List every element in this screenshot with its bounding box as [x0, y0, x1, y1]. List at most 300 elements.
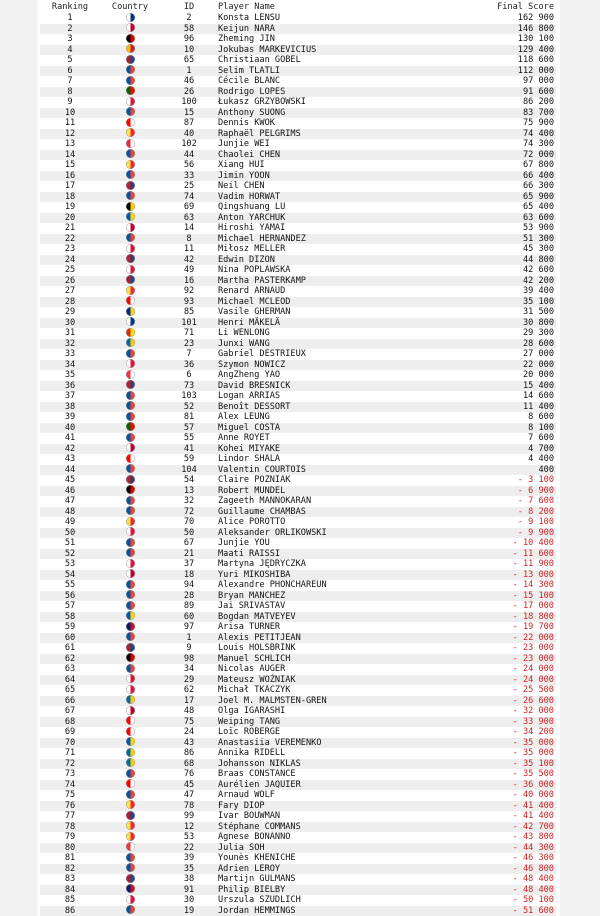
- ranking-cell: 15: [64, 160, 76, 170]
- final-score-cell: - 41 400: [512, 800, 554, 811]
- country-flag-icon: [126, 475, 135, 484]
- country-flag-icon: [126, 685, 135, 694]
- header-ranking[interactable]: Ranking: [51, 2, 89, 12]
- country-flag-icon: [126, 853, 135, 862]
- final-score-cell: 72 000: [522, 149, 554, 160]
- table-row[interactable]: [40, 675, 556, 686]
- table-row[interactable]: [40, 87, 556, 98]
- table-row[interactable]: [40, 318, 556, 329]
- player-name-cell: Jai SRIVASTAV: [218, 601, 286, 611]
- header-final-score[interactable]: Final Score: [497, 2, 554, 12]
- table-row[interactable]: [40, 601, 556, 612]
- player-name-cell: Urszula SZUDLICH: [218, 895, 301, 905]
- table-row[interactable]: [40, 349, 556, 360]
- player-name-cell: Hiroshi YAMAI: [218, 223, 286, 233]
- final-score-cell: 15 400: [522, 380, 554, 391]
- table-row[interactable]: [40, 181, 556, 192]
- ranking-cell: 70: [64, 737, 76, 748]
- id-cell: 33: [183, 170, 195, 181]
- table-row[interactable]: [40, 370, 556, 381]
- country-flag-icon: [126, 790, 135, 799]
- player-name-cell: Zageeth MANNOKARAN: [218, 496, 312, 506]
- ranking-cell: 46: [64, 485, 76, 496]
- ranking-cell: 9: [67, 97, 73, 107]
- country-cell: [100, 612, 160, 623]
- country-flag-icon: [126, 643, 135, 652]
- player-name-cell: Henri MÄKELÄ: [218, 317, 281, 328]
- ranking-cell: 72: [64, 758, 76, 769]
- country-flag-icon: [126, 275, 135, 284]
- table-row[interactable]: [40, 339, 556, 350]
- id-cell: 91: [183, 884, 195, 895]
- table-row[interactable]: [40, 528, 556, 539]
- id-cell: 34: [183, 664, 195, 674]
- table-row[interactable]: [40, 391, 556, 402]
- final-score-cell: 4 700: [528, 443, 554, 454]
- table-row[interactable]: [40, 591, 556, 602]
- country-flag-icon: [126, 97, 135, 106]
- ranking-cell: 63: [64, 664, 76, 674]
- country-flag-icon: [126, 538, 135, 547]
- id-cell: 23: [183, 338, 195, 349]
- header-id[interactable]: ID: [183, 2, 195, 12]
- final-score-cell: - 24 000: [512, 664, 554, 674]
- ranking-cell: 67: [64, 706, 76, 716]
- table-row[interactable]: [40, 213, 556, 224]
- table-row[interactable]: [40, 895, 556, 906]
- player-name-cell: Benoît DESSORT: [218, 401, 291, 412]
- country-flag-icon: [126, 527, 135, 536]
- country-flag-icon: [126, 55, 135, 64]
- table-row[interactable]: [40, 276, 556, 287]
- table-row[interactable]: [40, 433, 556, 444]
- country-flag-icon: [126, 580, 135, 589]
- country-cell: [100, 895, 160, 906]
- player-name-cell: Kohei MIYAKE: [218, 443, 281, 454]
- country-flag-icon: [126, 601, 135, 610]
- country-cell: [100, 528, 160, 539]
- country-cell: [100, 664, 160, 675]
- final-score-cell: - 7 600: [517, 496, 554, 506]
- table-row[interactable]: [40, 244, 556, 255]
- ranking-cell: 55: [64, 580, 76, 590]
- table-row[interactable]: [40, 24, 556, 35]
- id-cell: 24: [183, 727, 195, 737]
- table-row[interactable]: [40, 507, 556, 518]
- table-row[interactable]: [40, 906, 556, 916]
- country-cell: [100, 906, 160, 916]
- final-score-cell: - 35 500: [512, 769, 554, 779]
- country-cell: [100, 349, 160, 360]
- table-row[interactable]: [40, 381, 556, 392]
- id-cell: 50: [183, 527, 195, 538]
- player-name-cell: Logan ARRIAS: [218, 391, 281, 401]
- country-cell: [100, 696, 160, 707]
- table-row[interactable]: [40, 727, 556, 738]
- final-score-cell: 130 100: [517, 34, 554, 44]
- id-cell: 43: [183, 737, 195, 748]
- table-row[interactable]: [40, 118, 556, 129]
- table-row[interactable]: [40, 643, 556, 654]
- table-row[interactable]: [40, 612, 556, 623]
- player-name-cell: Louis HOLSBRINK: [218, 643, 296, 653]
- table-row[interactable]: [40, 559, 556, 570]
- ranking-cell: 69: [64, 727, 76, 737]
- country-cell: [100, 717, 160, 728]
- country-flag-icon: [126, 307, 135, 316]
- table-row[interactable]: [40, 580, 556, 591]
- player-name-cell: Jordan HEMMINGS: [218, 905, 296, 916]
- player-name-cell: Anastasiia VEREMENKO: [218, 737, 322, 748]
- country-cell: [100, 685, 160, 696]
- id-cell: 57: [183, 422, 195, 433]
- table-row[interactable]: [40, 265, 556, 276]
- country-flag-icon: [126, 422, 135, 431]
- player-name-cell: Yuri MIKOSHIBA: [218, 569, 291, 580]
- ranking-cell: 24: [64, 254, 76, 265]
- table-row[interactable]: [40, 129, 556, 140]
- header-player-name[interactable]: Player Name: [218, 2, 275, 12]
- country-flag-icon: [126, 443, 135, 452]
- table-row[interactable]: [40, 832, 556, 843]
- country-cell: [100, 202, 160, 213]
- player-name-cell: Aleksander ORLIKOWSKI: [218, 527, 327, 538]
- table-row[interactable]: [40, 13, 556, 24]
- table-row[interactable]: [40, 885, 556, 896]
- player-name-cell: Lindor SHALA: [218, 454, 281, 464]
- ranking-cell: 30: [64, 317, 76, 328]
- id-cell: 15: [183, 107, 195, 118]
- table-row[interactable]: [40, 66, 556, 77]
- table-row[interactable]: [40, 45, 556, 56]
- ranking-cell: 26: [64, 275, 76, 286]
- id-cell: 30: [183, 895, 195, 905]
- final-score-cell: - 14 300: [512, 580, 554, 590]
- table-row[interactable]: [40, 654, 556, 665]
- country-flag-icon: [126, 149, 135, 158]
- table-row[interactable]: [40, 192, 556, 203]
- final-score-cell: 8 100: [528, 422, 554, 433]
- header-country[interactable]: Country: [111, 2, 149, 12]
- player-name-cell: Selim TLATLI: [218, 65, 281, 76]
- ranking-cell: 25: [64, 265, 76, 275]
- country-flag-icon: [126, 44, 135, 53]
- ranking-cell: 48: [64, 506, 76, 517]
- table-row[interactable]: [40, 402, 556, 413]
- ranking-cell: 66: [64, 695, 76, 706]
- id-cell: 6: [186, 370, 192, 380]
- id-cell: 100: [181, 97, 197, 107]
- player-name-cell: Qingshuang LU: [218, 202, 286, 212]
- final-score-cell: 44 800: [522, 254, 554, 265]
- id-cell: 13: [183, 485, 195, 496]
- table-row[interactable]: [40, 685, 556, 696]
- country-flag-icon: [126, 517, 135, 526]
- id-cell: 11: [183, 244, 195, 254]
- table-row[interactable]: [40, 748, 556, 759]
- ranking-cell: 65: [64, 685, 76, 695]
- id-cell: 52: [183, 401, 195, 412]
- table-row[interactable]: [40, 223, 556, 234]
- table-row[interactable]: [40, 864, 556, 875]
- country-flag-icon: [126, 664, 135, 673]
- final-score-cell: - 40 000: [512, 790, 554, 800]
- ranking-cell: 8: [67, 86, 73, 97]
- table-row[interactable]: [40, 307, 556, 318]
- player-name-cell: Neil CHEN: [218, 181, 265, 191]
- ranking-cell: 21: [64, 223, 76, 233]
- ranking-cell: 49: [64, 517, 76, 527]
- player-name-cell: Vasile GHERMAN: [218, 307, 291, 317]
- country-flag-icon: [126, 338, 135, 347]
- table-row[interactable]: [40, 769, 556, 780]
- country-cell: [100, 454, 160, 465]
- final-score-cell: - 9 900: [517, 527, 554, 538]
- country-flag-icon: [126, 769, 135, 778]
- country-flag-icon: [126, 622, 135, 631]
- player-name-cell: Johansson NIKLAS: [218, 758, 301, 769]
- id-cell: 9: [186, 643, 192, 653]
- ranking-cell: 59: [64, 622, 76, 632]
- country-cell: [100, 801, 160, 812]
- table-row[interactable]: [40, 139, 556, 150]
- table-row[interactable]: [40, 286, 556, 297]
- player-name-cell: Agnese BONANNO: [218, 832, 291, 842]
- country-flag-icon: [126, 748, 135, 757]
- table-row[interactable]: [40, 160, 556, 171]
- ranking-cell: 12: [64, 128, 76, 139]
- ranking-cell: 39: [64, 412, 76, 422]
- table-row[interactable]: [40, 853, 556, 864]
- player-name-cell: Konsta LENSU: [218, 13, 281, 23]
- player-name-cell: Loïc ROBERGE: [218, 727, 281, 737]
- country-flag-icon: [126, 905, 135, 914]
- country-flag-icon: [126, 884, 135, 893]
- final-score-cell: - 44 300: [512, 842, 554, 853]
- final-score-cell: 4 400: [528, 454, 554, 464]
- ranking-table: [40, 2, 556, 916]
- table-row[interactable]: [40, 517, 556, 528]
- id-cell: 38: [183, 874, 195, 884]
- table-row[interactable]: [40, 549, 556, 560]
- table-row[interactable]: [40, 475, 556, 486]
- ranking-cell: 27: [64, 286, 76, 296]
- country-flag-icon: [126, 454, 135, 463]
- table-row[interactable]: [40, 486, 556, 497]
- country-cell: [100, 129, 160, 140]
- ranking-cell: 35: [64, 370, 76, 380]
- ranking-cell: 10: [64, 107, 76, 118]
- table-row[interactable]: [40, 496, 556, 507]
- table-row[interactable]: [40, 76, 556, 87]
- country-cell: [100, 465, 160, 476]
- final-score-cell: - 25 500: [512, 685, 554, 695]
- country-cell: [100, 307, 160, 318]
- player-name-cell: Anne ROYET: [218, 433, 270, 443]
- table-row[interactable]: [40, 780, 556, 791]
- id-cell: 102: [181, 139, 197, 149]
- table-row[interactable]: [40, 801, 556, 812]
- ranking-cell: 77: [64, 811, 76, 821]
- player-name-cell: Bryan MANCHEZ: [218, 590, 286, 601]
- country-cell: [100, 24, 160, 35]
- id-cell: 78: [183, 800, 195, 811]
- country-cell: [100, 391, 160, 402]
- country-cell: [100, 192, 160, 203]
- country-cell: [100, 654, 160, 665]
- id-cell: 73: [183, 380, 195, 391]
- country-cell: [100, 843, 160, 854]
- ranking-cell: 56: [64, 590, 76, 601]
- country-flag-icon: [126, 139, 135, 148]
- country-flag-icon: [126, 727, 135, 736]
- table-row[interactable]: [40, 717, 556, 728]
- id-cell: 47: [183, 790, 195, 800]
- id-cell: 74: [183, 191, 195, 202]
- id-cell: 81: [183, 412, 195, 422]
- table-row[interactable]: [40, 150, 556, 161]
- player-name-cell: Raphaël PELGRIMS: [218, 128, 301, 139]
- table-row[interactable]: [40, 570, 556, 581]
- table-row[interactable]: [40, 633, 556, 644]
- id-cell: 45: [183, 779, 195, 790]
- table-row[interactable]: [40, 34, 556, 45]
- country-flag-icon: [126, 34, 135, 43]
- country-cell: [100, 286, 160, 297]
- table-row[interactable]: [40, 696, 556, 707]
- country-flag-icon: [126, 811, 135, 820]
- country-flag-icon: [126, 359, 135, 368]
- final-score-cell: - 23 000: [512, 643, 554, 653]
- table-row[interactable]: [40, 664, 556, 675]
- ranking-cell: 36: [64, 380, 76, 391]
- ranking-cell: 17: [64, 181, 76, 191]
- table-row[interactable]: [40, 97, 556, 108]
- ranking-cell: 53: [64, 559, 76, 569]
- country-cell: [100, 643, 160, 654]
- country-flag-icon: [126, 653, 135, 662]
- country-flag-icon: [126, 874, 135, 883]
- id-cell: 42: [183, 254, 195, 265]
- player-name-cell: Julia SOH: [218, 842, 265, 853]
- table-row[interactable]: [40, 328, 556, 339]
- final-score-cell: 45 300: [522, 244, 554, 254]
- country-cell: [100, 244, 160, 255]
- player-name-cell: Alice POROTTO: [218, 517, 286, 527]
- table-row[interactable]: [40, 843, 556, 854]
- table-row[interactable]: [40, 234, 556, 245]
- country-cell: [100, 591, 160, 602]
- country-cell: [100, 328, 160, 339]
- country-cell: [100, 601, 160, 612]
- country-cell: [100, 97, 160, 108]
- id-cell: 86: [183, 748, 195, 758]
- final-score-cell: 74 400: [522, 128, 554, 139]
- country-cell: [100, 213, 160, 224]
- country-cell: [100, 727, 160, 738]
- id-cell: 98: [183, 653, 195, 664]
- table-row[interactable]: [40, 55, 556, 66]
- final-score-cell: - 48 400: [512, 874, 554, 884]
- country-flag-icon: [126, 181, 135, 190]
- table-row[interactable]: [40, 738, 556, 749]
- player-name-cell: Alex LEUNG: [218, 412, 270, 422]
- country-cell: [100, 769, 160, 780]
- table-row[interactable]: [40, 360, 556, 371]
- country-cell: [100, 265, 160, 276]
- table-row[interactable]: [40, 108, 556, 119]
- table-row[interactable]: [40, 202, 556, 213]
- table-row[interactable]: [40, 297, 556, 308]
- final-score-cell: 51 300: [522, 233, 554, 244]
- country-flag-icon: [126, 76, 135, 85]
- player-name-cell: Miłosz MELLER: [218, 244, 286, 254]
- table-row[interactable]: [40, 811, 556, 822]
- ranking-cell: 2: [67, 23, 73, 34]
- id-cell: 85: [183, 307, 195, 317]
- player-name-cell: Łukasz GRZYBOWSKI: [218, 97, 306, 107]
- table-row[interactable]: [40, 790, 556, 801]
- country-cell: [100, 832, 160, 843]
- country-cell: [100, 748, 160, 759]
- ranking-cell: 61: [64, 643, 76, 653]
- table-row[interactable]: [40, 874, 556, 885]
- ranking-cell: 60: [64, 632, 76, 643]
- country-flag-icon: [126, 317, 135, 326]
- player-name-cell: Martyna JĘDRYCZKA: [218, 559, 306, 569]
- country-cell: [100, 580, 160, 591]
- country-cell: [100, 234, 160, 245]
- table-row[interactable]: [40, 538, 556, 549]
- id-cell: 97: [183, 622, 195, 632]
- id-cell: 58: [183, 23, 195, 34]
- ranking-cell: 44: [64, 464, 76, 475]
- country-flag-icon: [126, 611, 135, 620]
- table-row[interactable]: [40, 412, 556, 423]
- final-score-cell: 129 400: [517, 44, 554, 55]
- id-cell: 36: [183, 359, 195, 370]
- id-cell: 21: [183, 548, 195, 559]
- final-score-cell: - 35 000: [512, 748, 554, 758]
- table-row[interactable]: [40, 255, 556, 266]
- id-cell: 54: [183, 475, 195, 485]
- table-row[interactable]: [40, 171, 556, 182]
- country-cell: [100, 706, 160, 717]
- table-row[interactable]: [40, 423, 556, 434]
- final-score-cell: - 3 100: [517, 475, 554, 485]
- country-cell: [100, 381, 160, 392]
- id-cell: 87: [183, 118, 195, 128]
- player-name-cell: Joel M. MALMSTEN-GREN: [218, 695, 327, 706]
- country-cell: [100, 885, 160, 896]
- table-row[interactable]: [40, 822, 556, 833]
- player-name-cell: Anthony SUONG: [218, 107, 286, 118]
- table-row[interactable]: [40, 454, 556, 465]
- country-cell: [100, 853, 160, 864]
- id-cell: 60: [183, 611, 195, 622]
- country-flag-icon: [126, 370, 135, 379]
- table-row[interactable]: [40, 444, 556, 455]
- table-row[interactable]: [40, 706, 556, 717]
- player-name-cell: Jimin YOON: [218, 170, 270, 181]
- id-cell: 35: [183, 863, 195, 874]
- player-name-cell: Mateusz WOŹNIAK: [218, 674, 296, 685]
- player-name-cell: Michael MCLEOD: [218, 296, 291, 307]
- table-row[interactable]: [40, 759, 556, 770]
- table-row[interactable]: [40, 465, 556, 476]
- table-row[interactable]: [40, 622, 556, 633]
- country-flag-icon: [126, 23, 135, 32]
